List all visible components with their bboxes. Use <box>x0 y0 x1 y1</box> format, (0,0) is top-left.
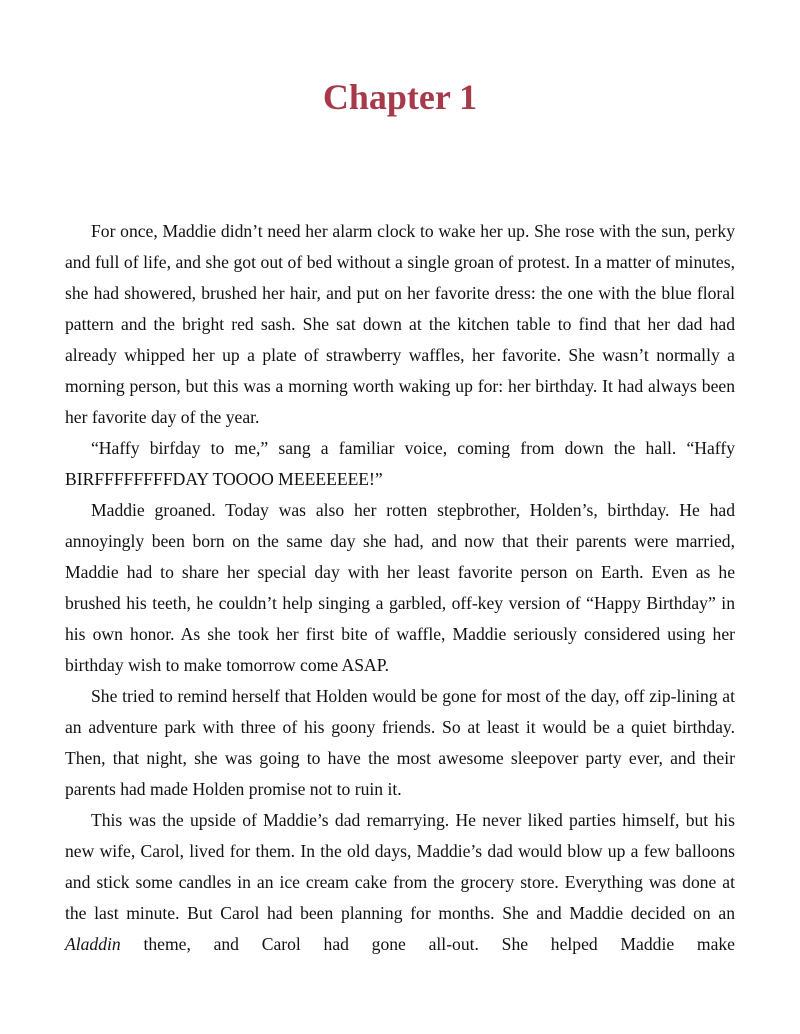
paragraph <box>65 805 735 960</box>
chapter-body <box>65 216 735 960</box>
paragraph: She tried to remind herself that Holden would be gone for most of the day, off zip-lining at an adventure park with three of his goony friends. So at least it would be a quiet birthday. Then, that night, she was going to have the most awesome sleepover party ever, and their parents had made Holden promise not to ruin it. <box>65 686 735 799</box>
paragraph: Maddie groaned. Today was also her rotten stepbrother, Holden’s, birthday. He had annoyingly been born on the same day she had, and now that their parents were married, Maddie had to share her special day with her least favorite person on Earth. Even as he brushed his teeth, he couldn’t help singing a garbled, off-key version of “Happy Birthday” in his own honor. As she took her first bite of waffle, Maddie seriously considered using her birthday wish to make tomorrow come ASAP. <box>65 500 735 675</box>
paragraph-text: theme, and Carol had gone all-out. She helped Maddie make <box>120 934 735 954</box>
paragraph-text: This was the upside of Maddie’s dad remarrying. He never liked parties himself, but his new wife, Carol, lived for them. In the old days, Maddie’s dad would blow up a few balloons and stick some candles in an ice cream cake from the grocery store. Everything was done at the last minute. But Carol had been planning for months. She and Maddie decided on an <box>65 810 735 923</box>
paragraph: “Haffy birfday to me,” sang a familiar voice, coming from down the hall. “Haffy BIRFFFFFFFFDAY TOOOO MEEEEEEE!” <box>65 438 735 489</box>
book-title-italic: Aladdin <box>65 934 121 954</box>
chapter-title: Chapter 1 <box>322 77 478 117</box>
paragraph: For once, Maddie didn’t need her alarm clock to wake her up. She rose with the sun, perky and full of life, and she got out of bed without a single groan of protest. In a matter of minutes, she had showered, brushed her hair, and put on her favorite dress: the one with the blue floral pattern and the bright red sash. She sat down at the kitchen table to find that her dad had already whipped her up a plate of strawberry waffles, her favorite. She wasn’t normally a morning person, but this was a morning worth waking up for: her birthday. It had always been her favorite day of the year. <box>65 221 735 427</box>
